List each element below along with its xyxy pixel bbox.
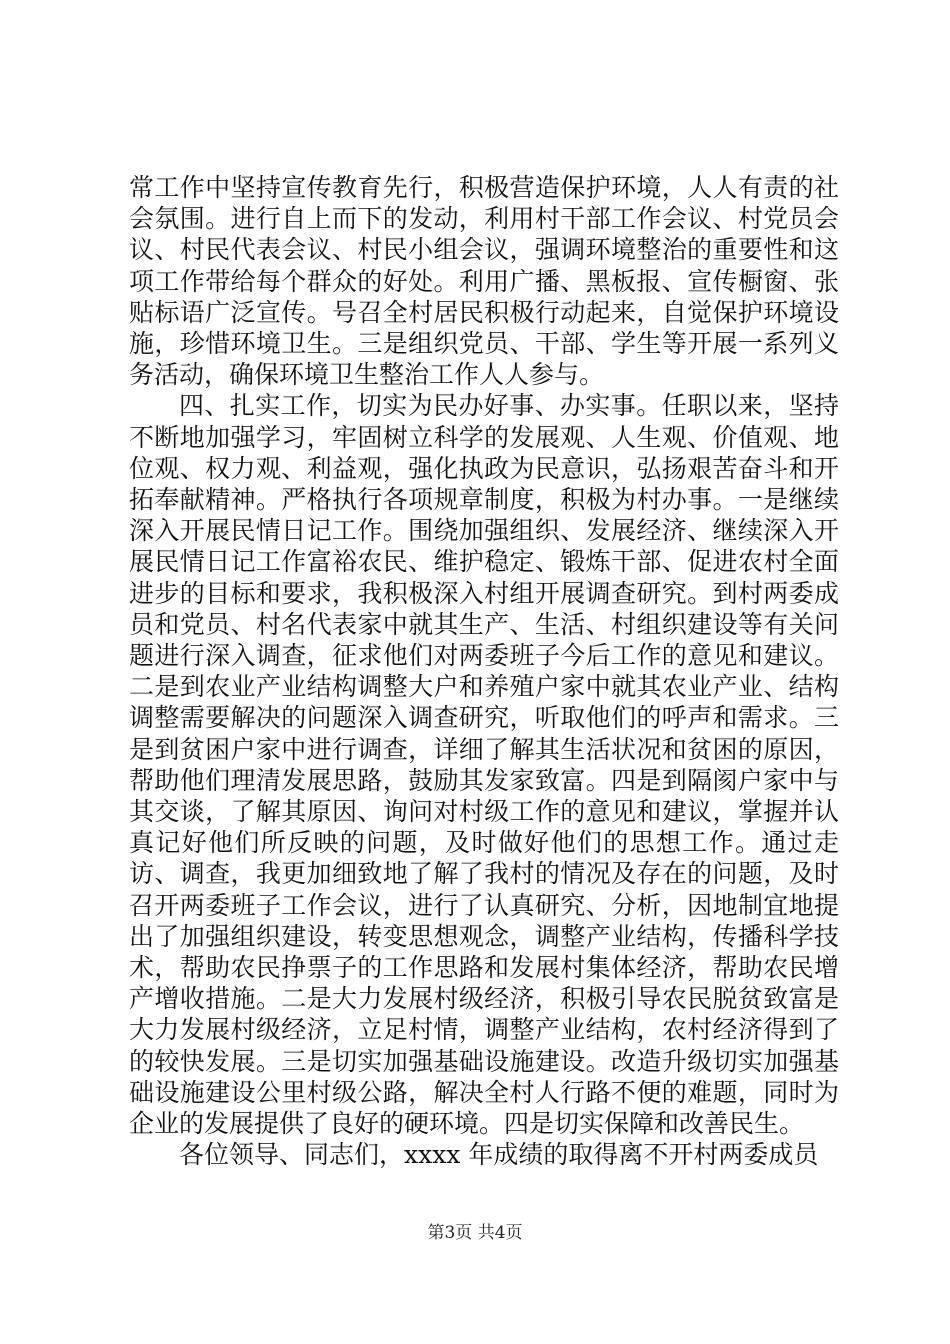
body-text [129,172,839,1171]
paragraph-closing: 各位领导、同志们，xxxx 年成绩的取得离不开村两委成员 [179,1140,819,1170]
paragraph-section-four: 四、扎实工作，切实为民办好事、办实事。任职以来，坚持不断地加强学习，牢固树立科学的发展观、人生观、价值观、地位观、权力观、利益观，强化执政为民意识，弘扬艰苦奋斗和开拓奉献精神。严格执行各项规章制度，积极为村办事。一是继续深入开展民情日记工作。围绕加强组织、发展经济、继续深入开展民情日记工作富裕农民、维护稳定、锻炼干部、促进农村全面进步的目标和要求，我积极深入村组开展调查研究。到村两委成员和党员、村名代表家中就其生产、生活、村组织建设等有关问题进行深入调查，征求他们对两委班子今后工作的意见和建议。二是到农业产业结构调整大户和养殖户家中就其农业产业、结构调整需要解决的问题深入调查研究，听取他们的呼声和需求。三是到贫困户家中进行调查，详细了解其生活状况和贫困的原因，帮助他们理清发展思路，鼓励其发家致富。四是到隔阂户家中与其交谈，了解其原因、询问对村级工作的意见和建议，掌握并认真记好他们所反映的问题，及时做好他们的思想工作。通过走访、调查，我更加细致地了解了我村的情况及存在的问题，及时召开两委班子工作会议，进行了认真研究、分析，因地制宜地提出了加强组织建设，转变思想观念，调整产业结构，传播科学技术，帮助农民挣票子的工作思路和发展村集体经济，帮助农民增产增收措施。二是大力发展村级经济，积极引导农民脱贫致富是大力发展村级经济，立足村情，调整产业结构，农村经济得到了的较快发展。三是切实加强基础设施建设。改造升级切实加强基础设施建设公里村级公路，解决全村人行路不便的难题，同时为企业的发展提供了良好的硬环境。四是切实保障和改善民生。 [129,391,839,1139]
paragraph-continued: 常工作中坚持宣传教育先行，积极营造保护环境，人人有责的社会氛围。进行自上而下的发动，利用村干部工作会议、村党员会议、村民代表会议、村民小组会议，强调环境整治的重要性和这项工作带给每个群众的好处。利用广播、黑板报、宣传橱窗、张贴标语广泛宣传。号召全村居民积极行动起来，自觉保护环境设施，珍惜环境卫生。三是组织党员、干部、学生等开展一系列义务活动，确保环境卫生整治工作人人参与。 [129,173,839,390]
page-footer: 第3页 共4页 [427,1223,523,1243]
